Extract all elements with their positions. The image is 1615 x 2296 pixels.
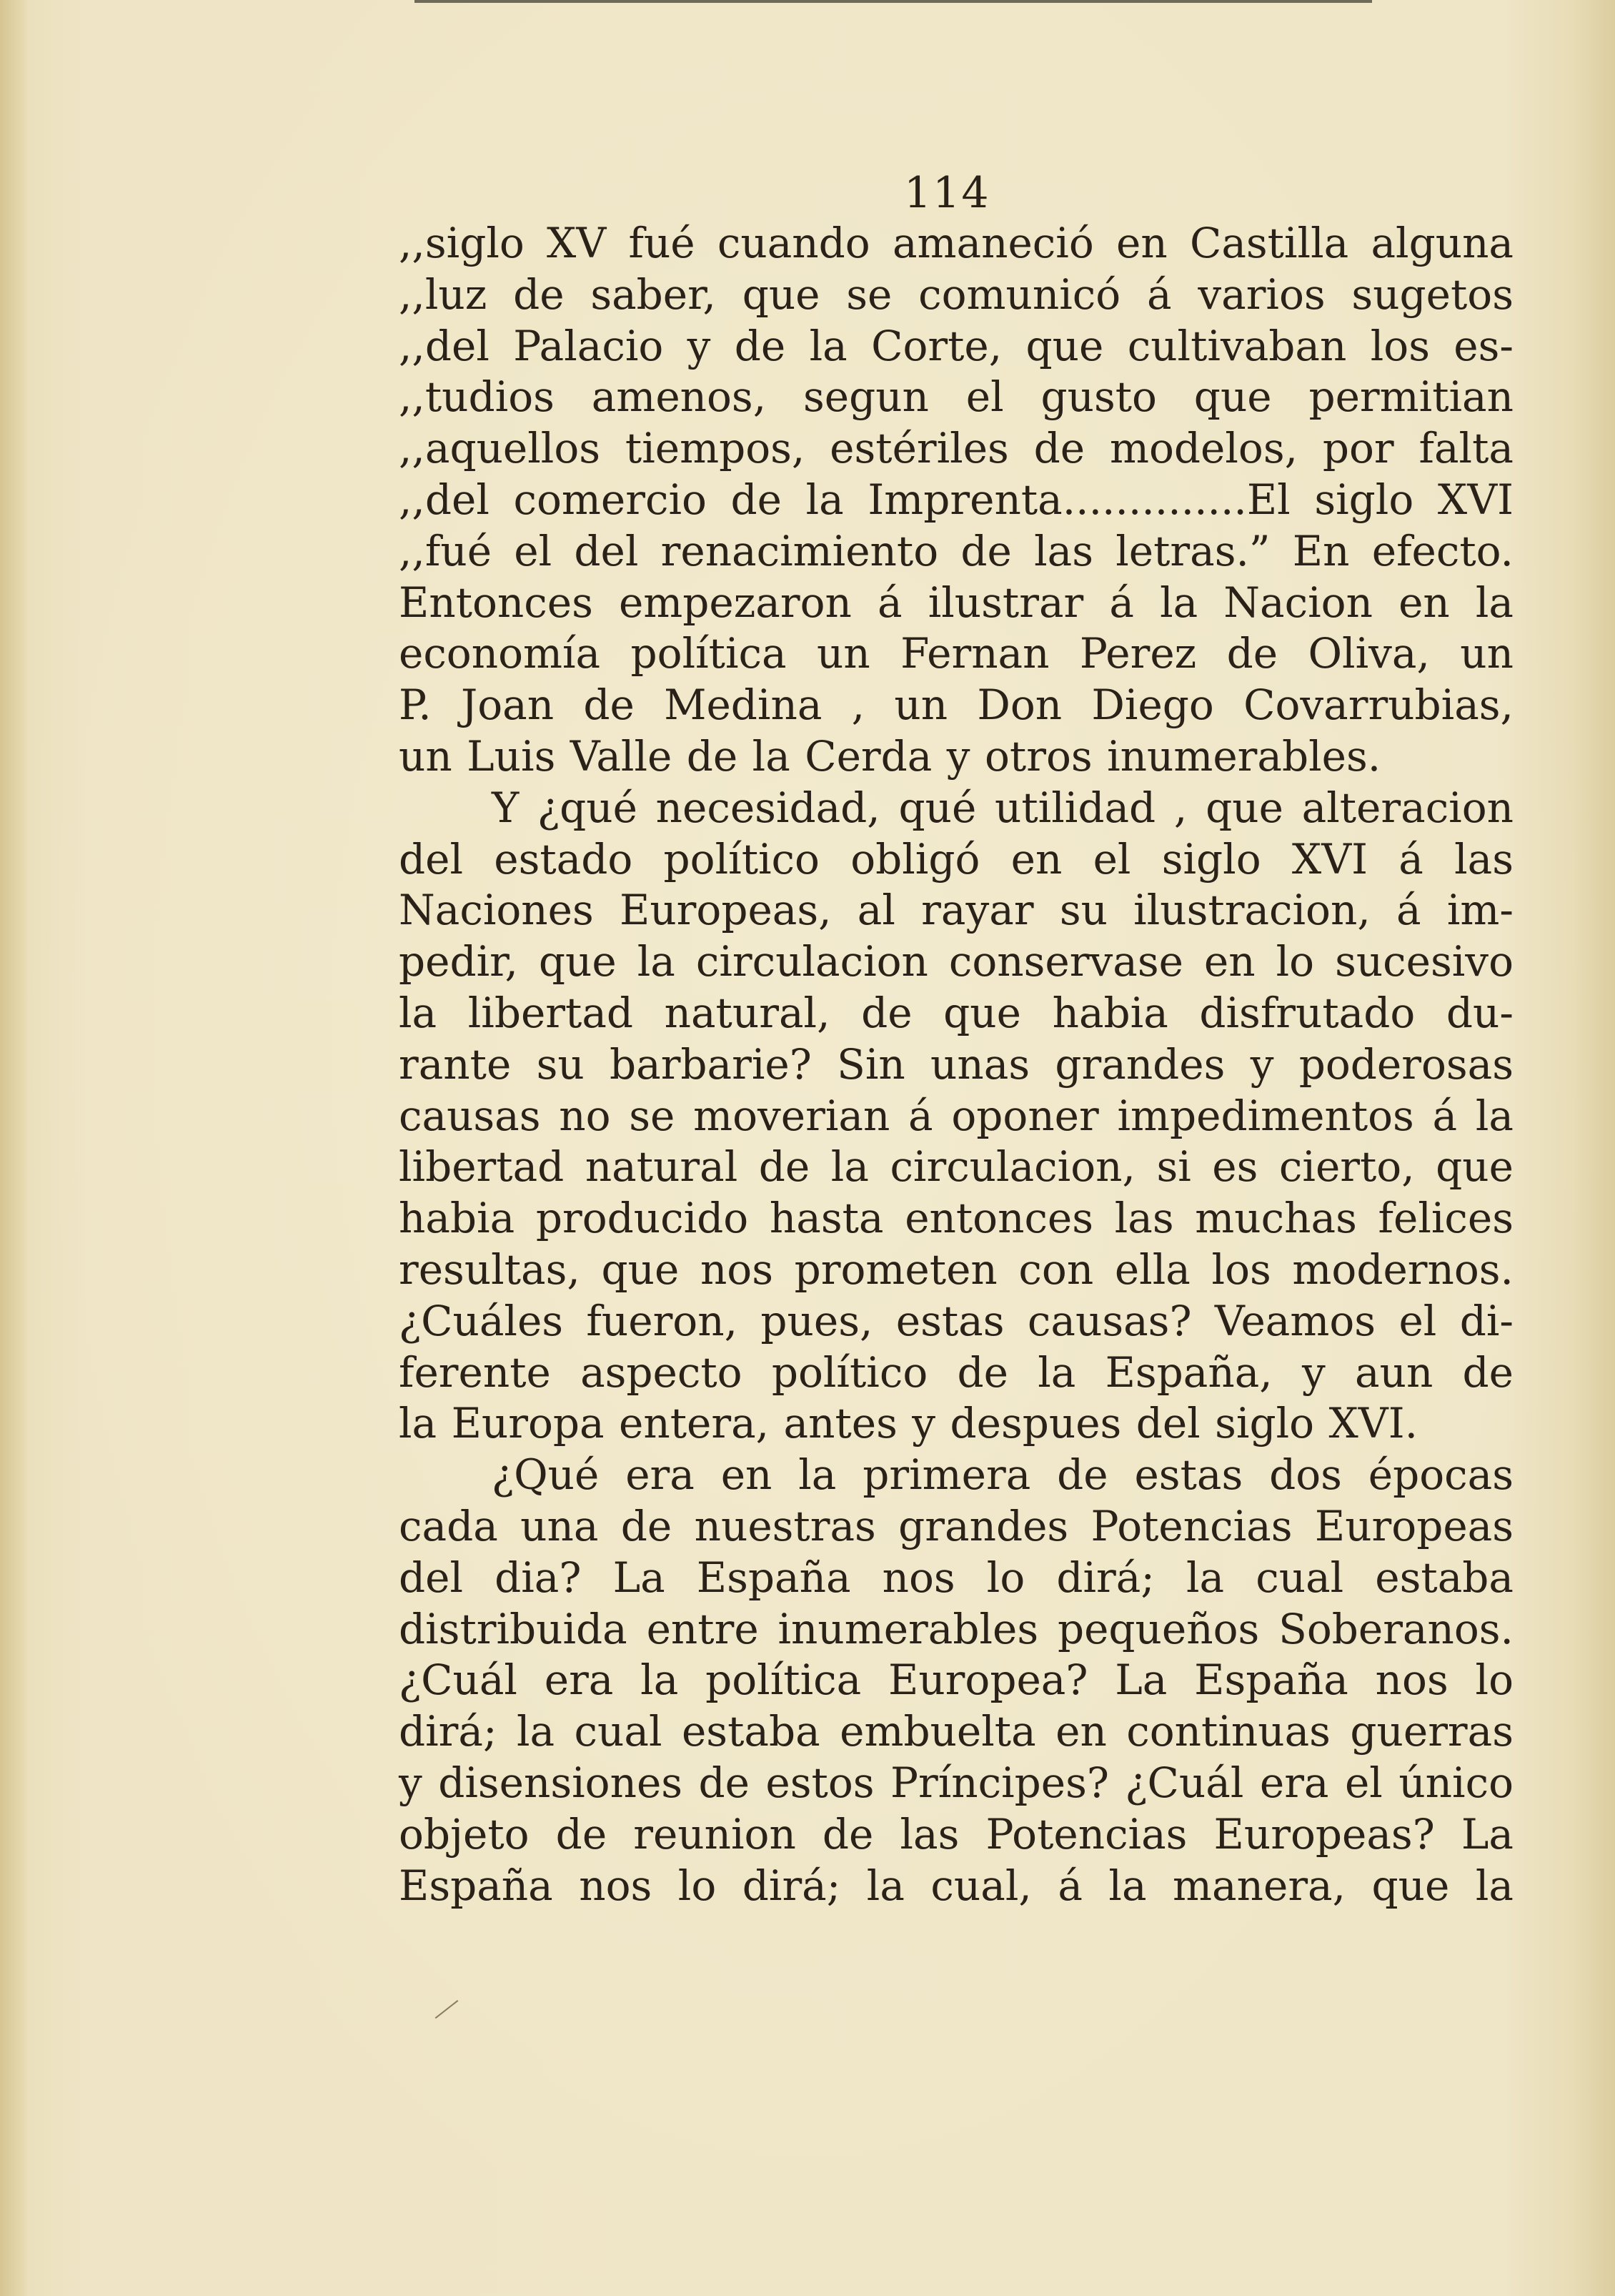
text-line: ferente aspecto político de la España, y aun de — [399, 1347, 1514, 1397]
text-line: dirá; la cual estaba embuelta en continuas guerras — [399, 1707, 1514, 1756]
page-number: 114 — [904, 168, 990, 218]
page-left-edge — [0, 0, 29, 2296]
text-line: cada una de nuestras grandes Potencias Europeas — [399, 1501, 1514, 1550]
text-line: ¿Cuáles fueron, pues, estas causas? Veamos el di- — [399, 1296, 1514, 1345]
text-line: del dia? La España nos lo dirá; la cual estaba — [399, 1553, 1514, 1602]
text-line: habia producido hasta entonces las muchas felices — [399, 1194, 1514, 1243]
paragraph-first-line: ¿Qué era en la primera de estas dos épocas — [492, 1450, 1514, 1500]
text-line: la Europa entera, antes y despues del siglo XVI. — [399, 1399, 1418, 1448]
text-line: pedir, que la circulacion conservase en lo sucesivo — [399, 937, 1514, 986]
text-line: libertad natural de la circulacion, si es cierto, que — [399, 1142, 1514, 1192]
text-line: ,,siglo XV fué cuando amaneció en Castilla alguna — [399, 219, 1514, 267]
text-line: Naciones Europeas, al rayar su ilustracion, á im- — [399, 886, 1514, 935]
text-line: causas no se moverian á oponer impedimentos á la — [399, 1091, 1514, 1140]
text-line: ¿Cuál era la política Europea? La España nos lo — [399, 1656, 1514, 1705]
text-line: distribuida entre inumerables pequeños Soberanos. — [399, 1604, 1514, 1653]
text-line: ,,luz de saber, que se comunicó á varios sugetos — [399, 269, 1514, 319]
text-line: un Luis Valle de la Cerda y otros inumerables. — [399, 731, 1381, 781]
top-edge-rule — [414, 0, 1372, 3]
text-line: España nos lo dirá; la cual, á la manera, que la — [399, 1861, 1514, 1910]
text-line: ,,del comercio de la Imprenta..............El siglo XVI — [399, 475, 1514, 524]
text-line: ,,del Palacio y de la Corte, que cultivaban los es- — [399, 321, 1514, 370]
text-line: objeto de reunion de las Potencias Europeas? La — [399, 1809, 1514, 1859]
text-line: rante su barbarie? Sin unas grandes y poderosas — [399, 1039, 1514, 1089]
text-line: ,,aquellos tiempos, estériles de modelos, por falta — [399, 424, 1514, 473]
text-line: la libertad natural, de que habia disfrutado du- — [399, 988, 1514, 1037]
text-line: resultas, que nos prometen con ella los modernos. — [399, 1245, 1514, 1294]
text-line: del estado político obligó en el siglo XVI á las — [399, 834, 1514, 884]
text-line: P. Joan de Medina , un Don Diego Covarrubias, — [399, 681, 1514, 730]
pencil-mark — [435, 2000, 459, 2019]
text-line: economía política un Fernan Perez de Oliva, un — [399, 629, 1514, 678]
text-line: y disensiones de estos Príncipes? ¿Cuál era el único — [399, 1758, 1514, 1807]
paragraph-first-line: Y ¿qué necesidad, qué utilidad , que alteracion — [492, 783, 1514, 832]
text-line: Entonces empezaron á ilustrar á la Nacion en la — [399, 578, 1514, 627]
text-line: ,,fué el del renacimiento de las letras.” En efecto. — [399, 526, 1514, 575]
body-text — [399, 218, 1514, 1911]
text-line: ,,tudios amenos, segun el gusto que permitian — [399, 372, 1514, 422]
